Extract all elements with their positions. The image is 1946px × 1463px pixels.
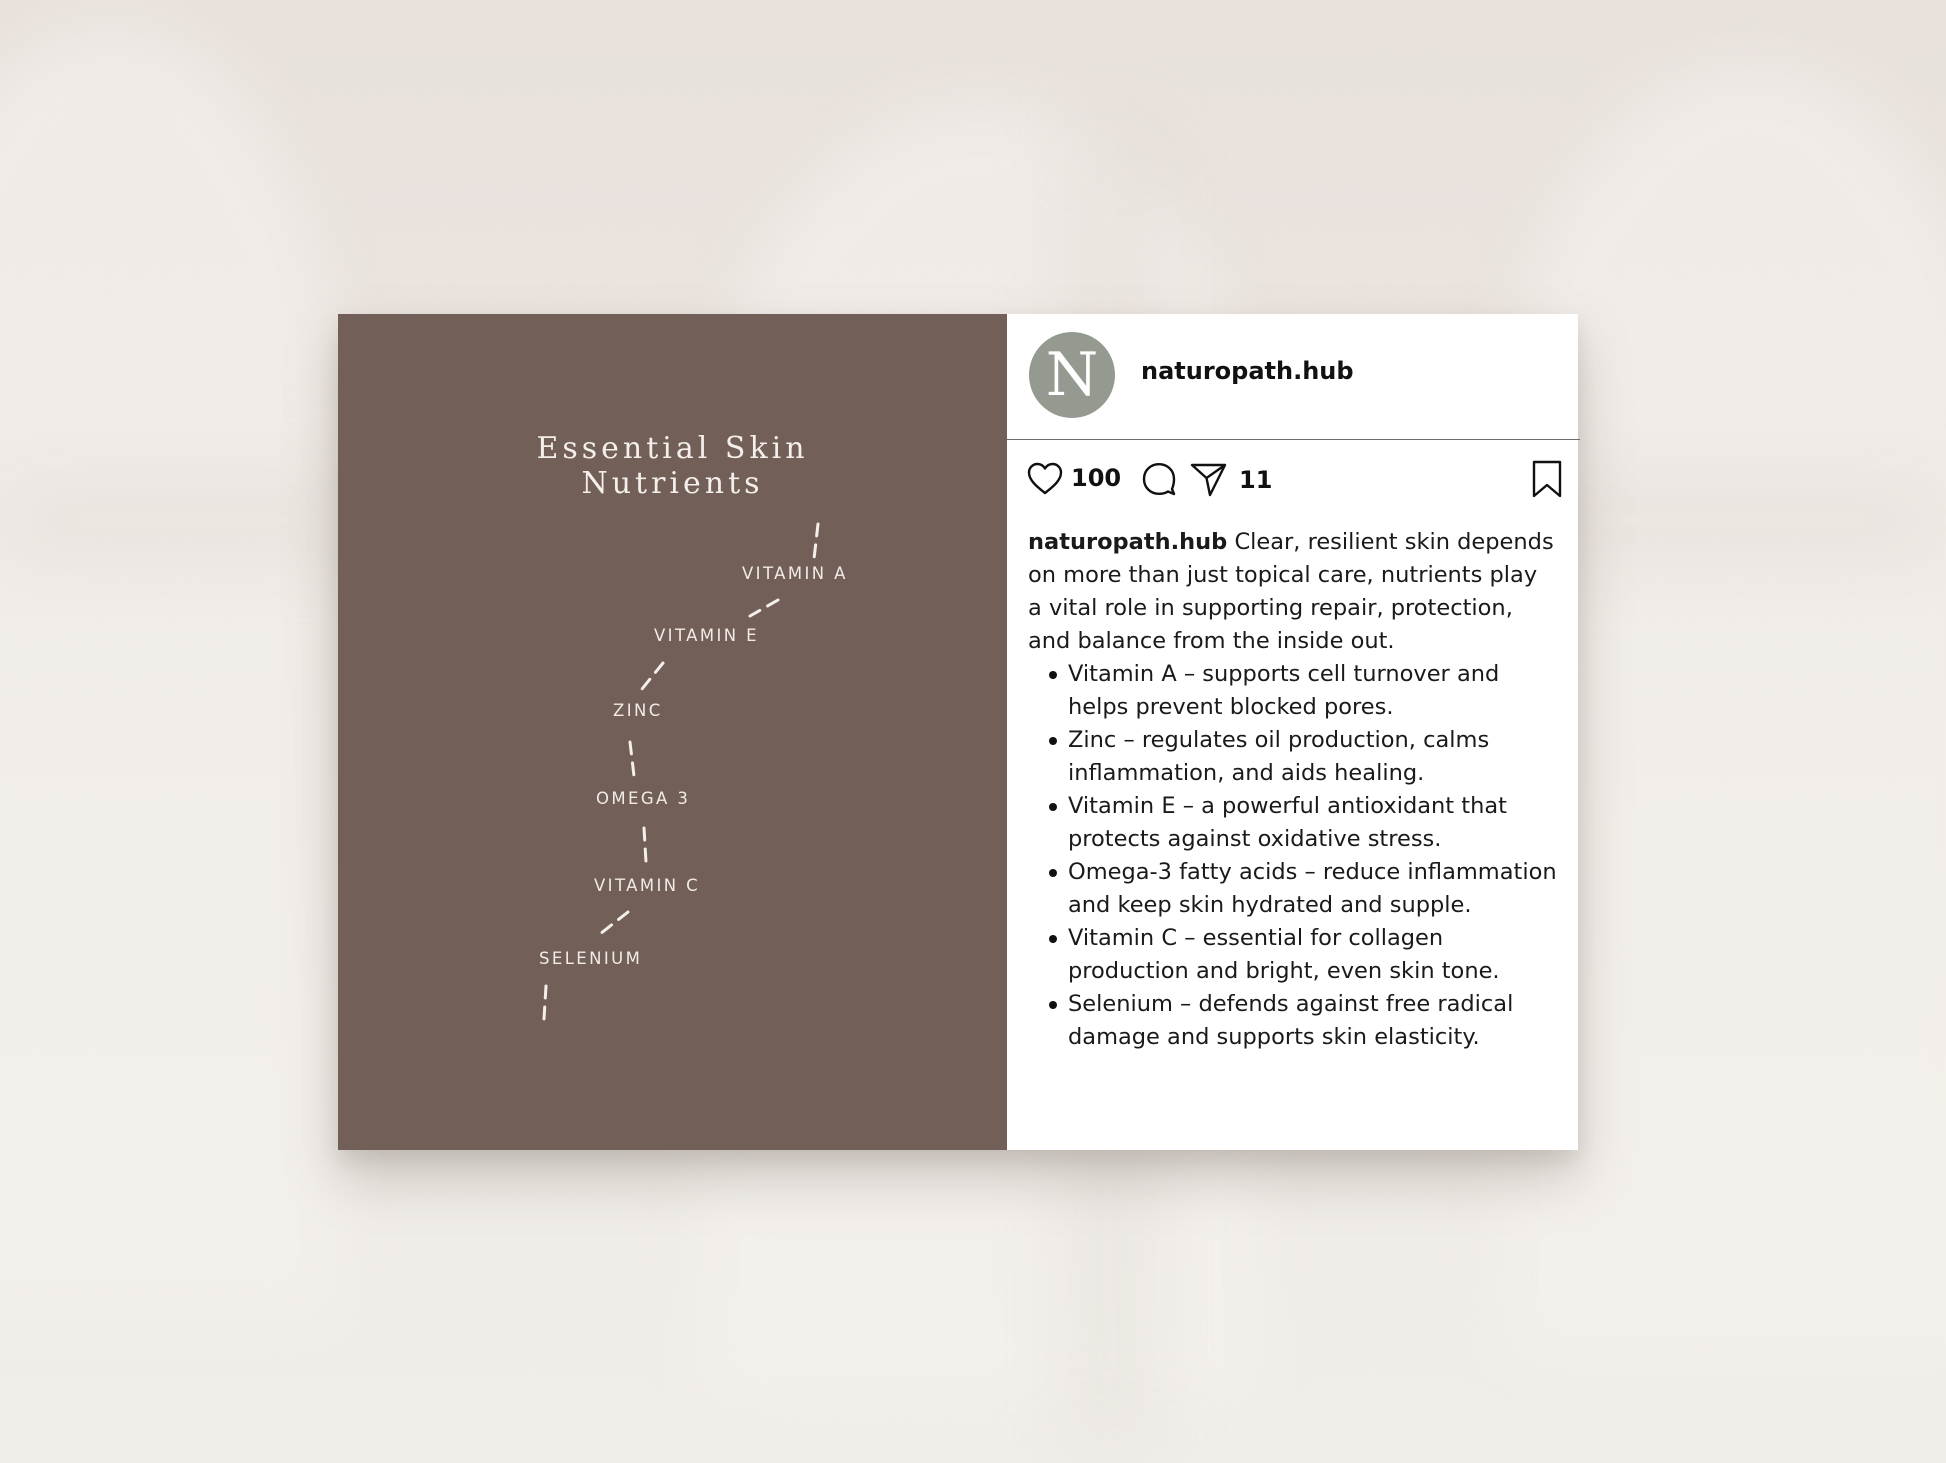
image-title-line1: Essential Skin — [536, 431, 809, 466]
nutrient-label-vitamin-c: VITAMIN C — [594, 876, 701, 895]
caption-text: Clear, resilient skin depends on more than just topical care, nutrients play a vital role in supporting repair, protection, and balance from the inside out. — [1028, 529, 1554, 654]
dash-segment-a-e — [750, 600, 778, 616]
dash-segment-e-zinc — [642, 663, 663, 689]
bullet-item-vitamin-a: Vitamin A – supports cell turnover and helps prevent blocked pores. — [1068, 658, 1558, 724]
share-button[interactable] — [1190, 462, 1228, 498]
likes-count: 100 — [1071, 464, 1122, 492]
dash-segment-c-selenium — [600, 912, 628, 934]
save-button[interactable] — [1532, 460, 1562, 498]
nutrient-bullet-list — [1028, 658, 1558, 1054]
post-panel — [1007, 314, 1578, 1150]
username[interactable]: naturopath.hub — [1141, 357, 1354, 385]
background-light-arch-left — [0, 20, 340, 1320]
send-icon — [1190, 462, 1228, 498]
dash-segment-bottom — [544, 986, 546, 1019]
nutrient-label-vitamin-e: VITAMIN E — [654, 626, 759, 645]
bullet-item-selenium: Selenium – defends against free radical damage and supports skin elasticity. — [1068, 988, 1558, 1054]
nutrient-label-omega-3: OMEGA 3 — [596, 789, 691, 808]
caption-intro — [1028, 526, 1558, 658]
bullet-item-vitamin-c: Vitamin C – essential for collagen production and bright, even skin tone. — [1068, 922, 1558, 988]
image-title-line2: Nutrients — [581, 466, 764, 501]
dash-segment-zinc-omega — [630, 742, 634, 776]
heart-icon — [1027, 462, 1063, 496]
post-caption — [1028, 526, 1558, 1054]
bookmark-icon — [1532, 460, 1562, 498]
nutrient-label-vitamin-a: VITAMIN A — [742, 564, 848, 583]
like-button[interactable] — [1027, 462, 1063, 496]
bullet-item-vitamin-e: Vitamin E – a powerful antioxidant that protects against oxidative stress. — [1068, 790, 1558, 856]
comment-icon — [1141, 462, 1177, 496]
dashed-path-lines — [338, 314, 1007, 1150]
post-actions-bar — [1007, 456, 1578, 506]
comment-button[interactable] — [1141, 462, 1177, 496]
bullet-item-omega-3: Omega-3 fatty acids – reduce inflammation and keep skin hydrated and supple. — [1068, 856, 1558, 922]
nutrient-label-zinc: ZINC — [613, 701, 663, 720]
shares-count: 11 — [1239, 466, 1273, 494]
avatar[interactable]: N — [1029, 332, 1115, 418]
dash-segment-omega-c — [644, 828, 646, 862]
bullet-item-zinc: Zinc – regulates oil production, calms inflammation, and aids healing. — [1068, 724, 1558, 790]
dash-segment-top — [814, 524, 818, 559]
instagram-post-card — [338, 314, 1578, 1150]
post-header — [1007, 314, 1580, 440]
nutrient-label-selenium: SELENIUM — [539, 949, 643, 968]
caption-username[interactable]: naturopath.hub — [1028, 529, 1228, 555]
post-image — [338, 314, 1007, 1150]
